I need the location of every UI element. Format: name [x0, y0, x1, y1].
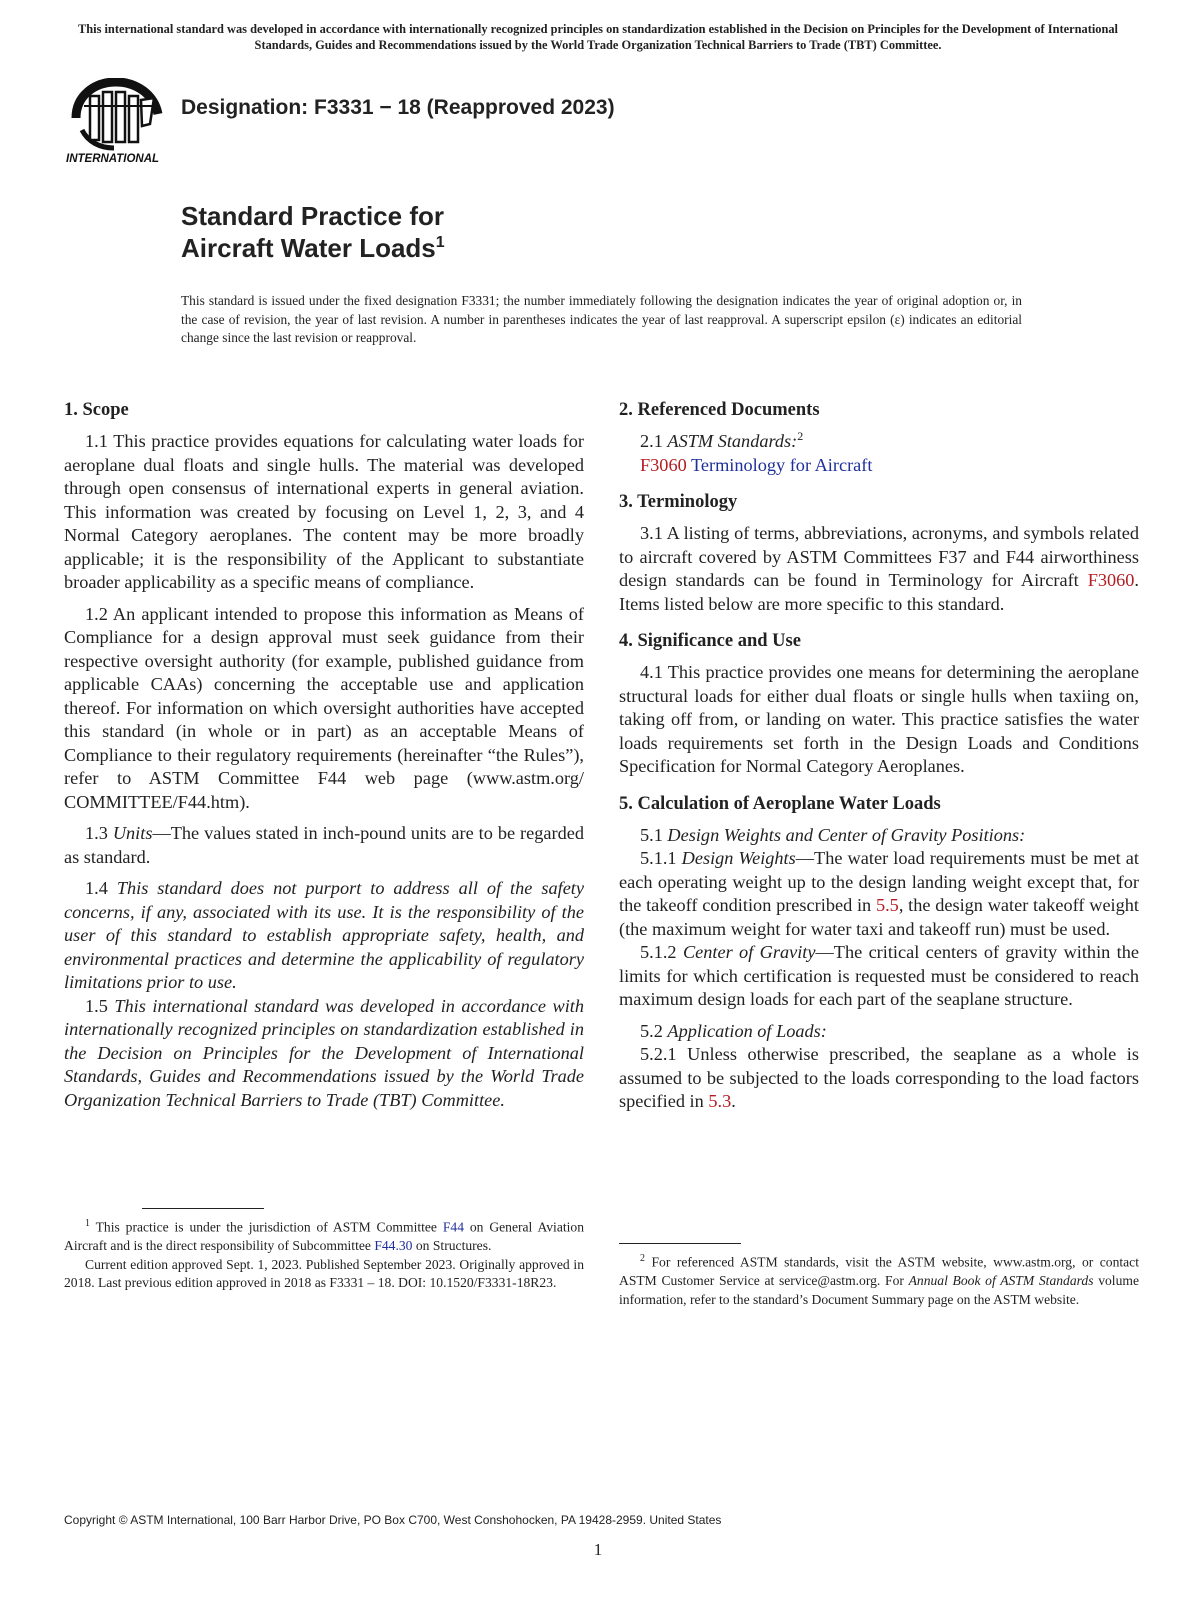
section-heading-significance: 4. Significance and Use — [619, 631, 801, 651]
designation: Designation: F3331 − 18 (Reapproved 2023) — [181, 96, 615, 119]
paragraph-text: —The values stated in inch-pound units are to be regarded as standard. — [64, 823, 585, 867]
paragraph-italic-lead: Design Weights and Center of Gravity Positions: — [667, 824, 1026, 845]
paragraph-3-1 — [619, 522, 1139, 616]
left-column — [64, 398, 584, 1112]
footnote-text: volume information, refer to the standard’s Document Summary page on the ASTM website. — [619, 1273, 1139, 1307]
section-heading-scope: 1. Scope — [64, 400, 129, 420]
paragraph-text: , the design water takeoff weight (the maximum weight for water taxi and takeoff run) must be used. — [619, 895, 1139, 939]
top-notice: This international standard was developed in accordance with internationally recognized principles on standardization established in the Decision on Principles for the Development of International Standards, Guides and Recommendations issued by the World Trade Organization Technical Barriers to Trade (TBT) Committee. — [77, 22, 1119, 52]
astm-logo-mark — [76, 82, 158, 148]
footnote-1-edition: Current edition approved Sept. 1, 2023. Published September 2023. Originally approved in 2018. Last previous edition approved in 2018 as F3331 – 18. DOI: 10.1520/F3331-18R23. — [64, 1256, 584, 1291]
section-5-3-link[interactable]: 5.3 — [708, 1091, 732, 1111]
copyright-line: Copyright © ASTM International, 100 Barr Harbor Drive, PO Box C700, West Conshohocken, PA 19428-2959. United States — [64, 1513, 722, 1527]
footnote-text: This practice is under the jurisdiction of ASTM Committee — [90, 1219, 443, 1235]
footnote-mark: 2 — [797, 429, 804, 443]
footnote-2 — [619, 1250, 1139, 1309]
logo-text: INTERNATIONAL — [66, 153, 160, 165]
footnote-text: on Structures. — [412, 1238, 492, 1254]
paragraph-1-3 — [64, 822, 584, 869]
paragraph-5-1 — [619, 824, 1139, 848]
paragraph-number: 5.1.2 — [640, 942, 683, 962]
paragraph-number: 5.1 — [640, 824, 668, 845]
title-line-1: Standard Practice for — [181, 201, 444, 231]
section-heading-terminology: 3. Terminology — [619, 492, 738, 512]
paragraph-number: 1.3 — [85, 823, 113, 843]
paragraph-5-2 — [619, 1020, 1139, 1044]
paragraph-text: 5.2.1 Unless otherwise prescribed, the seaplane as a whole is assumed to be subjected to the loads corresponding to the load factors specified in — [619, 1044, 1139, 1111]
footnote-italic-text: Annual Book of ASTM Standards — [908, 1273, 1094, 1289]
f44-link[interactable]: F44 — [442, 1219, 464, 1235]
section-heading-calculation: 5. Calculation of Aeroplane Water Loads — [619, 793, 941, 814]
paragraph-number: 5.1.1 — [640, 848, 682, 868]
footnote-1-paragraph — [64, 1215, 584, 1256]
paragraph-text: . Items listed below are more specific to this standard. — [619, 570, 1139, 614]
footnote-mark: 2 — [640, 1253, 645, 1264]
paragraph-italic-lead: Application of Loads: — [667, 1020, 827, 1041]
right-column — [619, 398, 1139, 1114]
reference-entry[interactable] — [619, 454, 1139, 478]
document-title — [181, 200, 445, 264]
paragraph-number: 1.5 — [85, 995, 115, 1016]
footnote-2-paragraph — [619, 1250, 1139, 1309]
paragraph-text: . — [731, 1091, 736, 1111]
paragraph-5-2-1 — [619, 1043, 1139, 1114]
paragraph-text: —The critical centers of gravity within the limits for which certification is requested must be considered to reach maximum design loads for each part of the seaplane structure. — [619, 942, 1139, 1009]
paragraph-1-5 — [64, 995, 584, 1113]
astm-logo — [66, 78, 170, 168]
paragraph-2-1 — [619, 430, 1139, 454]
paragraph-5-1-1 — [619, 847, 1139, 941]
paragraph-text: —The water load requirements must be met at each operating weight up to the design landing weight except that, for the takeoff condition prescribed in — [619, 848, 1139, 915]
paragraph-1-2: 1.2 An applicant intended to propose this information as Means of Compliance for a design approval must seek guidance from their respective oversight authority (for example, published guidance from applicable CAAs) concerning the acceptable use and application thereof. For information on which oversight authorities have accepted this standard (in whole or in part) as an acceptable Means of Compliance to their regulatory requirements (hereinafter “the Rules”), refer to ASTM Committee F44 web page (www.astm.org/ COMMITTEE/F44.htm). — [64, 603, 584, 812]
title-line-2-text: Aircraft Water Loads — [181, 233, 436, 263]
title-footnote-mark: 1 — [435, 234, 445, 251]
paragraph-italic-text: This international standard was developed in accordance with internationally recognized principles on standardization established in the Decision on Principles for the Development of International Standards, Guides and Recommendations issued by the World Trade Organization Technical Barriers to Trade (TBT) Committee. — [64, 995, 585, 1110]
paragraph-number: 5.2 — [640, 1020, 668, 1041]
paragraph-italic-lead: ASTM Standards: — [667, 431, 798, 451]
issue-note: This standard is issued under the fixed designation F3331; the number immediately following the designation indicates the year of original adoption or, in the case of revision, the year of last revision. A number in parentheses indicates the year of last reapproval. A superscript epsilon (ε) indicates an editorial change since the last revision or reapproval. — [181, 293, 1022, 345]
paragraph-text: 3.1 A listing of terms, abbreviations, acronyms, and symbols related to aircraft covered by ASTM Committees F37 and F44 airworthiness design standards can be found in Terminology for Aircraft — [619, 523, 1139, 590]
footnote-divider-right — [619, 1243, 741, 1244]
paragraph-number: 2.1 — [640, 431, 668, 451]
section-heading-referenced-documents: 2. Referenced Documents — [619, 400, 820, 420]
footnote-text: For referenced ASTM standards, visit the ASTM website, www.astm.org, or contact ASTM Customer Service at service@astm.org. For — [619, 1254, 1139, 1289]
paragraph-1-1: 1.1 This practice provides equations for calculating water loads for aeroplane dual floats and single hulls. The material was developed through open consensus of international experts in general aviation. This information was created by focusing on Level 1, 2, 3, and 4 Normal Category aeroplanes. The content may be more broadly applicable; it is the responsibility of the Applicant to substantiate broader applicability as a specific means of compliance. — [64, 431, 584, 592]
f44-30-link[interactable]: F44.30 — [374, 1238, 413, 1254]
title-line-2 — [181, 232, 445, 264]
f3060-link[interactable]: F3060 — [1087, 570, 1135, 590]
footnote-text: on General Aviation Aircraft and is the direct responsibility of Subcommittee — [64, 1219, 585, 1254]
paragraph-italic-text: This standard does not purport to address all of the safety concerns, if any, associated with its use. It is the responsibility of the user of this standard to establish appropriate safety, health, and environmental practices and determine the applicability of regulatory limitations prior to use. — [64, 878, 584, 992]
footnote-mark: 1 — [85, 1218, 90, 1229]
paragraph-italic-lead: Units — [112, 823, 153, 843]
section-5-5-link[interactable]: 5.5 — [875, 895, 899, 915]
paragraph-italic-lead: Center of Gravity — [682, 942, 816, 962]
page-number: 1 — [593, 1540, 603, 1559]
paragraph-italic-lead: Design Weights — [681, 848, 796, 868]
reference-code-link[interactable]: F3060 — [640, 454, 687, 475]
paragraph-1-4 — [64, 877, 584, 995]
paragraph-4-1: 4.1 This practice provides one means for determining the aeroplane structural loads for either dual floats or single hulls when taxiing on, taking off from, or landing on water. This practice satisfies the water loads requirements set forth in the Design Loads and Conditions Specification for Normal Category Aeroplanes. — [619, 662, 1139, 776]
paragraph-number: 1.4 — [85, 878, 117, 898]
footnote-1 — [64, 1215, 584, 1293]
footnote-divider-left — [142, 1208, 264, 1209]
paragraph-5-1-2 — [619, 941, 1139, 1012]
reference-title-link[interactable]: Terminology for Aircraft — [686, 454, 873, 475]
